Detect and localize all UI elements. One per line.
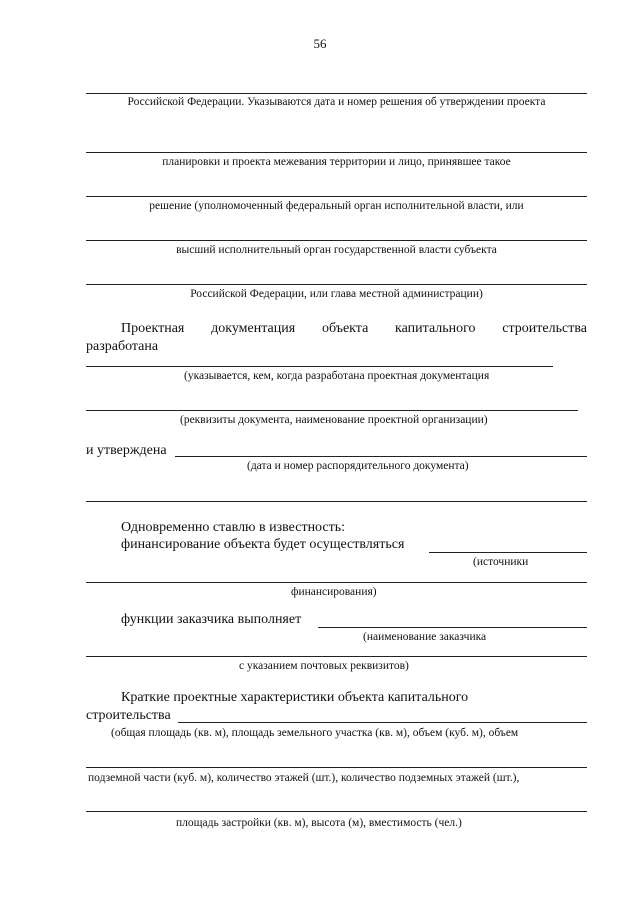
customer-line-2 [86, 656, 587, 657]
word: объекта [321, 321, 369, 336]
page-number: 56 [313, 36, 327, 51]
characteristics-caption-2: подземной части (куб. м), количество этажей (шт.), количество подземных этажей (шт.), [88, 772, 520, 784]
intro-line-5: Российской Федерации, или глава местной администрации) [190, 288, 483, 300]
rule-4 [86, 240, 587, 241]
approved-caption: (дата и номер распорядительного документа) [247, 460, 469, 472]
customer-caption-2: с указанием почтовых реквизитов) [239, 660, 409, 672]
customer-caption-1: (наименование заказчика [363, 631, 487, 643]
characteristics-label: строительства [86, 708, 171, 723]
customer-label: функции заказчика выполняет [121, 612, 302, 627]
developed-label: разработана [86, 339, 159, 354]
characteristics-caption-3: площадь застройки (кв. м), высота (м), вместимость (чел.) [176, 817, 462, 829]
intro-line-1: Российской Федерации. Указываются дата и номер решения об утверждении проекта [127, 96, 546, 108]
financing-caption-1: (источники [473, 556, 529, 568]
developer-caption: (указывается, кем, когда разработана проектная документация [184, 370, 490, 382]
word: строительства [502, 321, 587, 336]
intro-line-3: решение (уполномоченный федеральный орган исполнительной власти, или [149, 200, 524, 212]
word: Проектная [121, 321, 185, 336]
project-docs-heading [121, 321, 587, 337]
customer-line [318, 627, 587, 628]
financing-label: финансирование объекта будет осуществляться [121, 537, 405, 552]
characteristics-caption-1: (общая площадь (кв. м), площадь земельного участка (кв. м), объем (куб. м), объем [111, 727, 519, 739]
intro-line-4: высший исполнительный орган государственной власти субъекта [176, 244, 497, 256]
rule-1 [86, 93, 587, 94]
rule-2 [86, 152, 587, 153]
characteristics-line [178, 722, 587, 723]
word: документация [211, 321, 296, 336]
financing-line [429, 552, 587, 553]
approved-label: и утверждена [86, 443, 167, 458]
characteristics-heading: Краткие проектные характеристики объекта капитального [121, 690, 469, 705]
financing-heading: Одновременно ставлю в известность: [121, 520, 346, 535]
intro-line-2: планировки и проекта межевания территории и лицо, принявшее такое [162, 156, 511, 168]
characteristics-line-3 [86, 811, 587, 812]
details-caption: (реквизиты документа, наименование проектной организации) [180, 414, 488, 426]
rule-3 [86, 196, 587, 197]
developer-line [86, 366, 553, 367]
financing-line-2 [86, 582, 587, 583]
rule-5 [86, 284, 587, 285]
approved-extra-line [86, 501, 587, 502]
approved-line [175, 456, 587, 457]
financing-caption-2: финансирования) [291, 586, 377, 598]
characteristics-line-2 [86, 767, 587, 768]
details-line [86, 410, 578, 411]
word: капитального [395, 321, 476, 336]
